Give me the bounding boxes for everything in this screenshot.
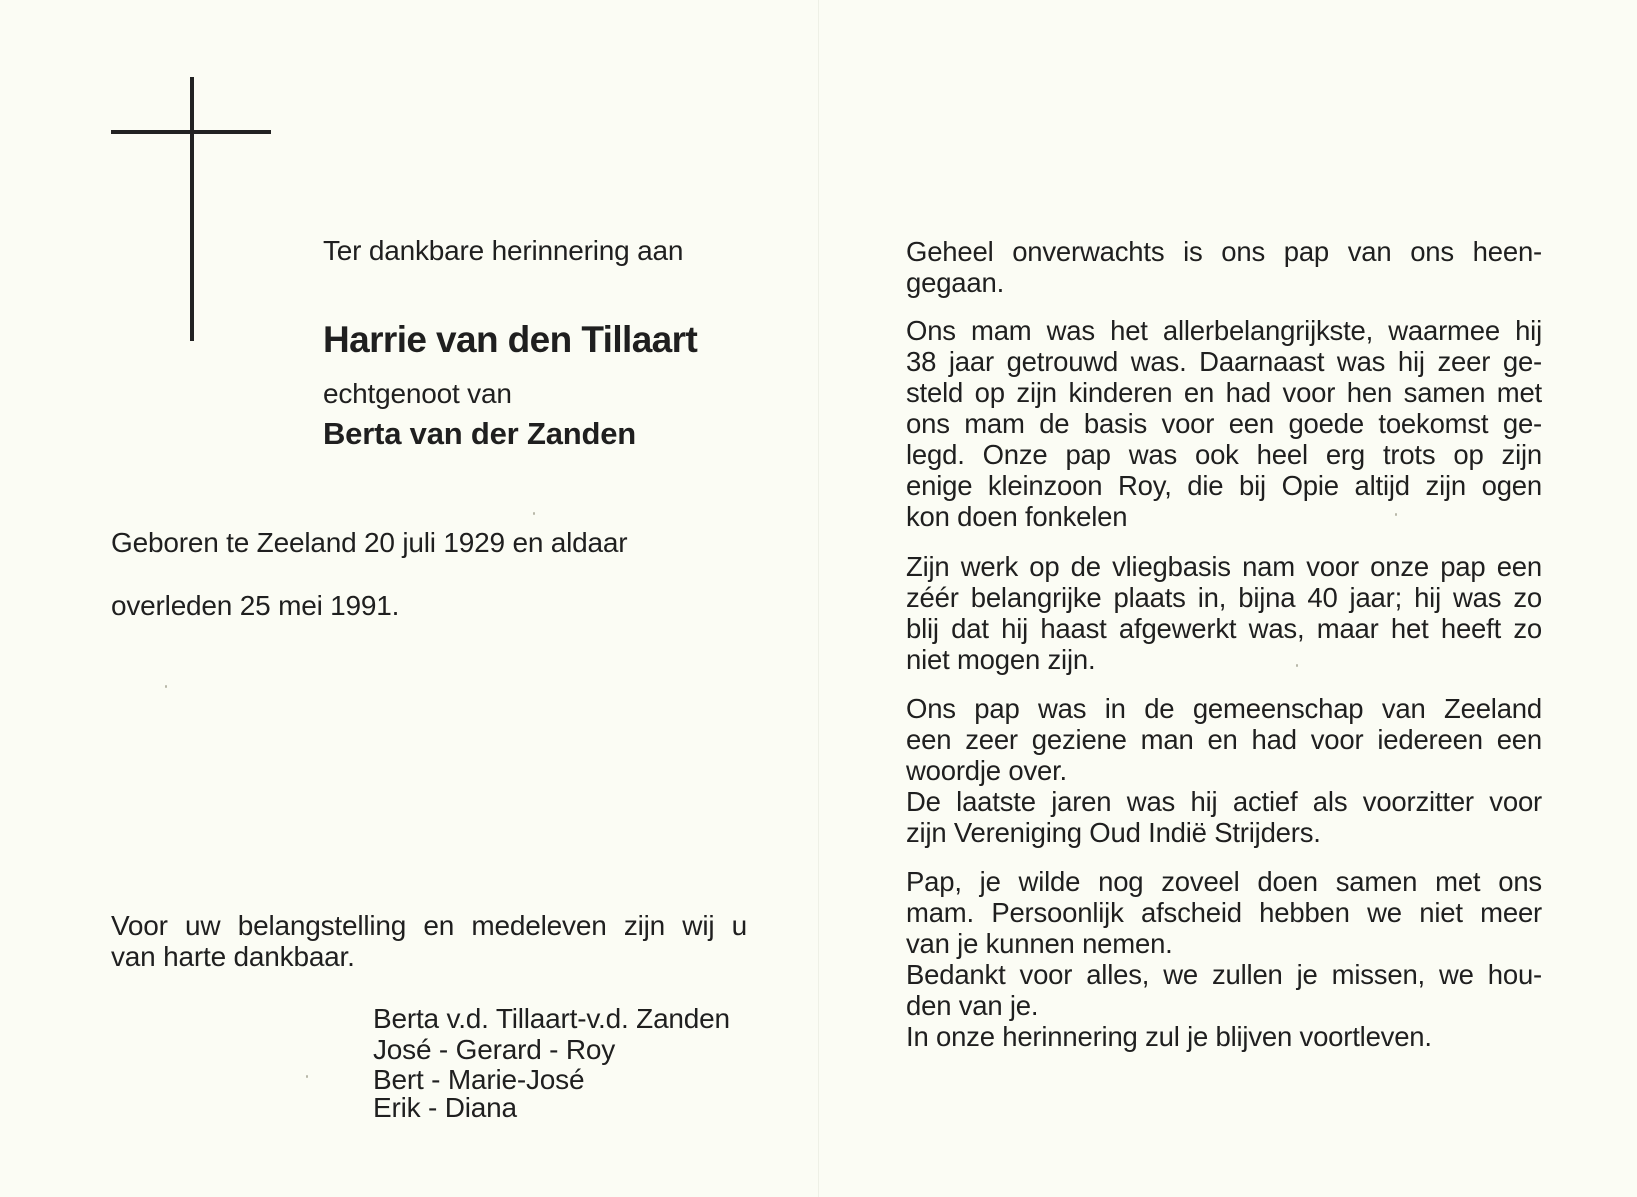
paragraph — [906, 315, 1542, 532]
text-line: mam. Persoonlijk afscheid hebben we niet meer — [906, 897, 1542, 928]
death-line: overleden 25 mei 1991. — [111, 590, 400, 621]
thanks-line: van harte dankbaar. — [111, 941, 355, 972]
text-line: ons mam de basis voor een goede toekomst ge- — [906, 408, 1542, 439]
text-line: den van je. — [906, 990, 1039, 1021]
spouse-name: Berta van der Zanden — [323, 416, 636, 451]
paper-speck — [1395, 513, 1397, 516]
text-line: zéér belangrijke plaats in, bijna 40 jaar; hij was zo — [906, 582, 1542, 613]
paper-speck — [533, 512, 535, 515]
birth-line: Geboren te Zeeland 20 juli 1929 en aldaar — [111, 527, 628, 558]
text-line: blij dat hij haast afgewerkt was, maar het heeft zo — [906, 613, 1542, 644]
text-line: De laatste jaren was hij actief als voorzitter voor — [906, 786, 1542, 817]
text-line: Ons pap was in de gemeenschap van Zeeland — [906, 693, 1542, 724]
text-line: legd. Onze pap was ook heel erg trots op zijn — [906, 439, 1542, 470]
paragraph — [906, 866, 1542, 1052]
text-line: Zijn werk op de vliegbasis nam voor onze pap een — [906, 551, 1542, 582]
relation-line: echtgenoot van — [323, 378, 512, 409]
text-line: In onze herinnering zul je blijven voortleven. — [906, 1021, 1432, 1052]
paragraph — [906, 693, 1542, 848]
text-line: Ons mam was het allerbelangrijkste, waarmee hij — [906, 315, 1542, 346]
text-line: enige kleinzoon Roy, die bij Opie altijd zijn ogen — [906, 470, 1542, 501]
family-line: José - Gerard - Roy — [373, 1034, 616, 1065]
text-line: gegaan. — [906, 267, 1005, 298]
paper-speck — [306, 1075, 308, 1078]
text-line: van je kunnen nemen. — [906, 928, 1173, 959]
text-line: Pap, je wilde nog zoveel doen samen met ons — [906, 866, 1542, 897]
thanks-line: Voor uw belangstelling en medeleven zijn wij u — [111, 910, 747, 941]
family-line: Berta v.d. Tillaart-v.d. Zanden — [373, 1003, 730, 1034]
text-line: Bedankt voor alles, we zullen je missen, we hou- — [906, 959, 1542, 990]
intro-line: Ter dankbare herinnering aan — [323, 235, 684, 266]
text-line: zijn Vereniging Oud Indië Strijders. — [906, 817, 1321, 848]
paper-speck — [165, 685, 167, 688]
cross-vertical-bar — [190, 77, 194, 341]
text-line: 38 jaar getrouwd was. Daarnaast was hij zeer ge- — [906, 346, 1542, 377]
text-line: steld op zijn kinderen en had voor hen samen met — [906, 377, 1542, 408]
center-fold — [818, 0, 819, 1197]
family-line: Erik - Diana — [373, 1092, 517, 1123]
text-line: woordje over. — [906, 755, 1067, 786]
text-line: Geheel onverwachts is ons pap van ons heen- — [906, 236, 1542, 267]
paragraph — [906, 551, 1542, 675]
text-line: een zeer geziene man en had voor iedereen een — [906, 724, 1542, 755]
deceased-name: Harrie van den Tillaart — [323, 319, 698, 360]
paper-speck — [1296, 664, 1298, 667]
text-line: kon doen fonkelen — [906, 501, 1128, 532]
paragraph — [906, 236, 1542, 298]
text-line: niet mogen zijn. — [906, 644, 1096, 675]
cross-horizontal-bar — [111, 130, 271, 134]
family-line: Bert - Marie-José — [373, 1064, 585, 1095]
